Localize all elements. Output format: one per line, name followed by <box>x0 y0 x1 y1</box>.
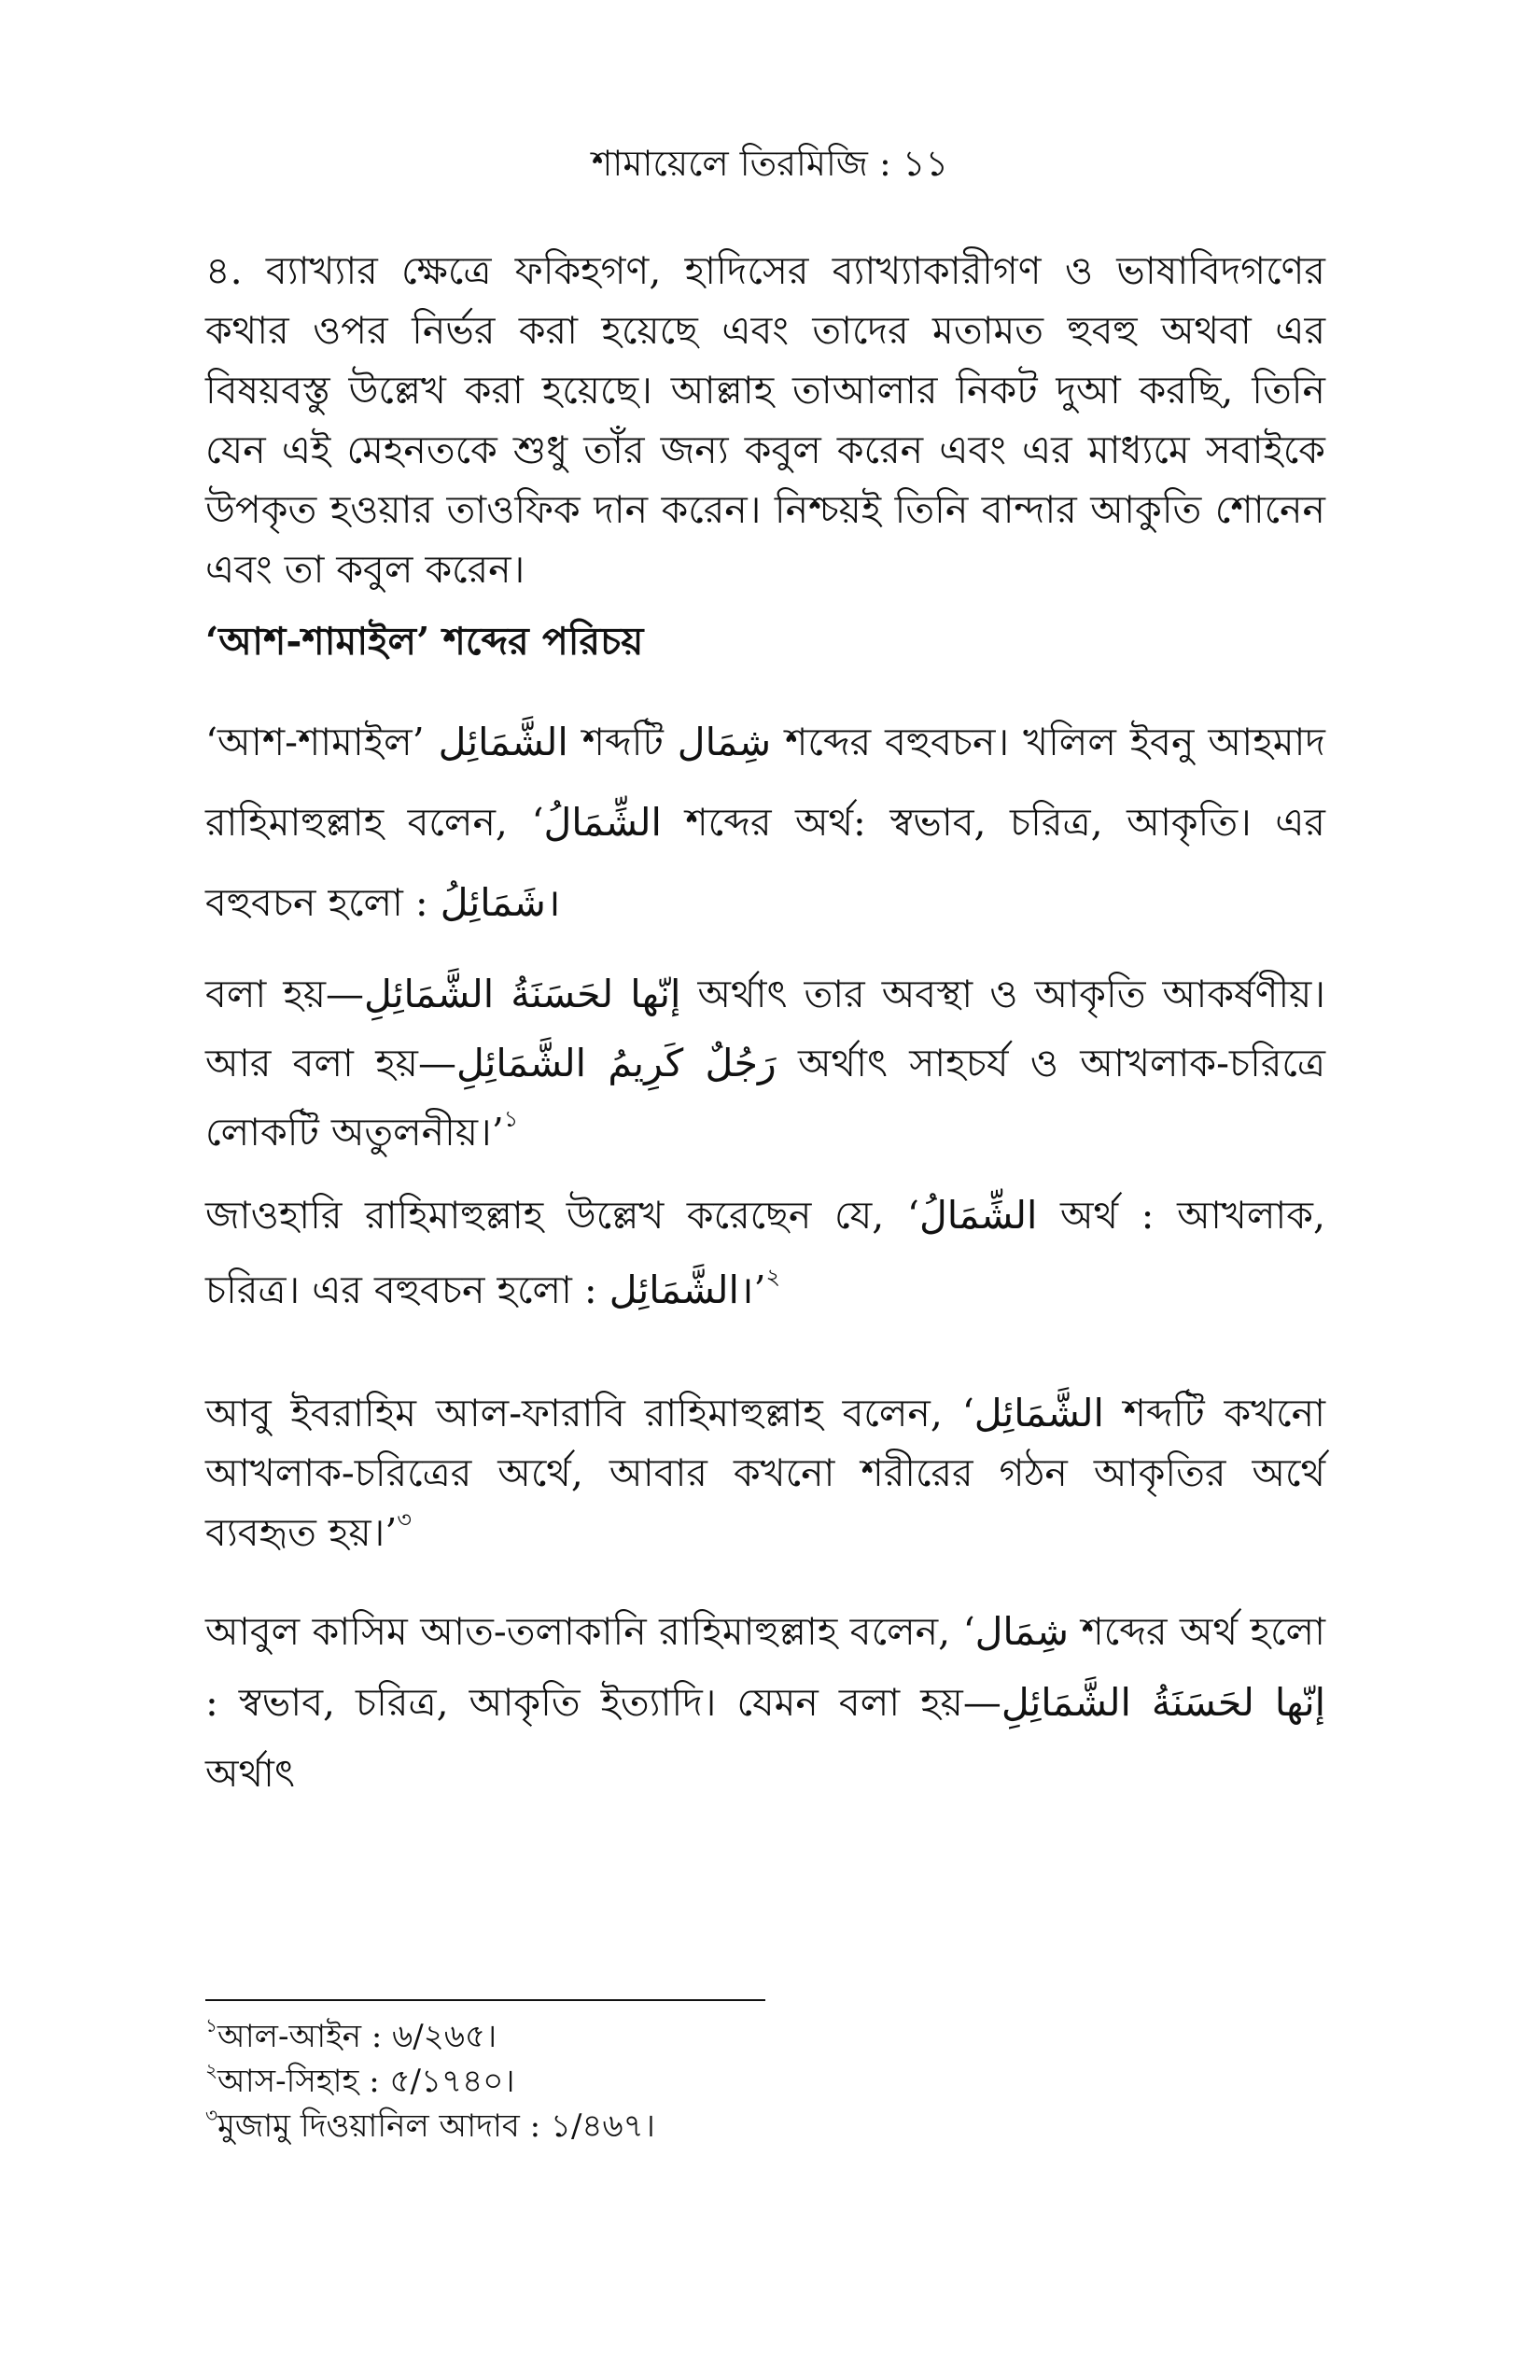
paragraph-usage-examples <box>205 959 1325 1167</box>
text-run: শব্দটি কখনো আখলাক-চরিত্রের অর্থে, আবার কখনো শরীরের গঠন আকৃতির অর্থে ব্যবহৃত হয়।’ <box>205 1391 1325 1555</box>
paragraph-text: ৪. ব্যাখ্যার ক্ষেত্রে ফকিহগণ, হাদিসের ব্যাখ্যাকারীগণ ও ভাষাবিদগণের কথার ওপর নির্ভর করা হয়েছে এবং তাদের মতামত হুবহু অথবা এর বিষয়বস্তু উল্লেখ করা হয়েছে। আল্লাহ তাআলার নিকট দুআ করছি, তিনি যেন এই মেহনতকে শুধু তাঁর জন্য কবুল করেন এবং এর মাধ্যমে সবাইকে উপকৃত হওয়ার তাওফিক দান করেন। নিশ্চয়ই তিনি বান্দার আকুতি শোনেন এবং তা কবুল করেন। <box>205 248 1325 592</box>
arabic-term: الشَّمَائِل <box>438 720 568 764</box>
arabic-term: الشِّمَالُ <box>543 800 662 845</box>
arabic-term: شِمَال <box>974 1609 1069 1654</box>
text-run: শব্দের অর্থ হলো : স্বভাব, চরিত্র, আকৃতি ইত্যাদি। যেমন বলা হয়— <box>205 1609 1325 1725</box>
section-heading-block <box>205 613 1325 669</box>
footnote-ref[interactable]: ৩ <box>397 1506 412 1533</box>
paragraph-text <box>205 1383 1325 1562</box>
text-run: আবু ইবরাহিম আল-ফারাবি রাহিমাহুল্লাহ বলেন, ‘ <box>205 1391 974 1435</box>
footnote-number: ২ <box>205 2059 218 2081</box>
paragraph-text <box>205 1596 1325 1809</box>
footnote-text: আস-সিহাহ : ৫/১৭৪০। <box>217 2063 515 2100</box>
paragraph-farabi <box>205 1383 1325 1562</box>
text-run: আবুল কাসিম আত-তলাকানি রাহিমাহুল্লাহ বলেন, ‘ <box>205 1609 975 1654</box>
text-run: । <box>545 880 561 925</box>
footnote <box>205 2104 1325 2149</box>
footnote-text: আল-আইন : ৬/২৬৫। <box>217 2018 497 2055</box>
arabic-phrase: إنّها لحَسَنَةُ الشَّمَائِلِ <box>1001 1680 1326 1725</box>
arabic-term: الشِّمَالُ <box>918 1193 1038 1238</box>
footnote-divider <box>205 1999 765 2001</box>
footnote-text: মুজামু দিওয়ানিল আদাব : ১/৪৬৭। <box>217 2107 655 2145</box>
arabic-phrase: إنّها لحَسَنَةُ الشَّمَائِلِ <box>364 972 681 1016</box>
arabic-term: شِمَال <box>677 720 772 764</box>
paragraph-intro-note <box>205 241 1325 599</box>
footnotes <box>205 2014 1325 2149</box>
running-head: শামায়েলে তিরমিজি : ১১ <box>591 143 949 184</box>
text-run: বলা হয়— <box>205 972 365 1016</box>
arabic-term: الشَّمَائِل <box>973 1391 1104 1435</box>
footnote <box>205 2014 1325 2059</box>
text-run: অর্থাৎ তার অবস্থা ও আকৃতি আকর্ষণীয়। আর বলা হয়— <box>205 972 1325 1085</box>
section-heading: ‘আশ-শামাইল’ শব্দের পরিচয় <box>205 619 644 664</box>
arabic-term: الشَّمَائِل <box>609 1267 739 1312</box>
footnote <box>205 2059 1325 2104</box>
footnote-ref[interactable]: ১ <box>503 1106 519 1132</box>
text-run: ‘আশ-শামাইল’ <box>205 720 425 764</box>
text-run: অর্থাৎ সাহচর্য ও আখলাক-চরিত্রে লোকটি অতুলনীয়।’ <box>205 1041 1325 1155</box>
text-run: শব্দটি <box>581 720 664 764</box>
paragraph-talaqani <box>205 1596 1325 1809</box>
text-run: অর্থ : আখলাক, চরিত্র। এর বহুবচন হলো : <box>205 1193 1325 1312</box>
text-run: জাওহারি রাহিমাহুল্লাহ উল্লেখ করেছেন যে, ‘ <box>205 1193 919 1238</box>
footnote-number: ৩ <box>205 2104 218 2126</box>
text-run: শব্দের অর্থ: স্বভাব, চরিত্র, আকৃতি। এর বহুবচন হলো : <box>205 800 1325 925</box>
paragraph-text <box>205 959 1325 1167</box>
footnote-number: ১ <box>205 2014 217 2037</box>
text-run: অর্থাৎ <box>205 1751 295 1796</box>
paragraph-text <box>205 1178 1325 1327</box>
paragraph-definition <box>205 702 1325 943</box>
paragraph-text <box>205 702 1325 943</box>
arabic-phrase: رَجُلٌ كَرِيمُ الشَّمَائِلِ <box>455 1041 777 1085</box>
text-run: শব্দের বহুবচন। খলিল ইবনু আহমাদ রাহিমাহুল্লাহ বলেন, ‘ <box>205 720 1325 845</box>
arabic-term: شَمَائِلُ <box>440 880 546 925</box>
footnote-ref[interactable]: ২ <box>765 1264 781 1290</box>
text-run: ।’ <box>738 1267 766 1312</box>
paragraph-jawhari <box>205 1178 1325 1327</box>
